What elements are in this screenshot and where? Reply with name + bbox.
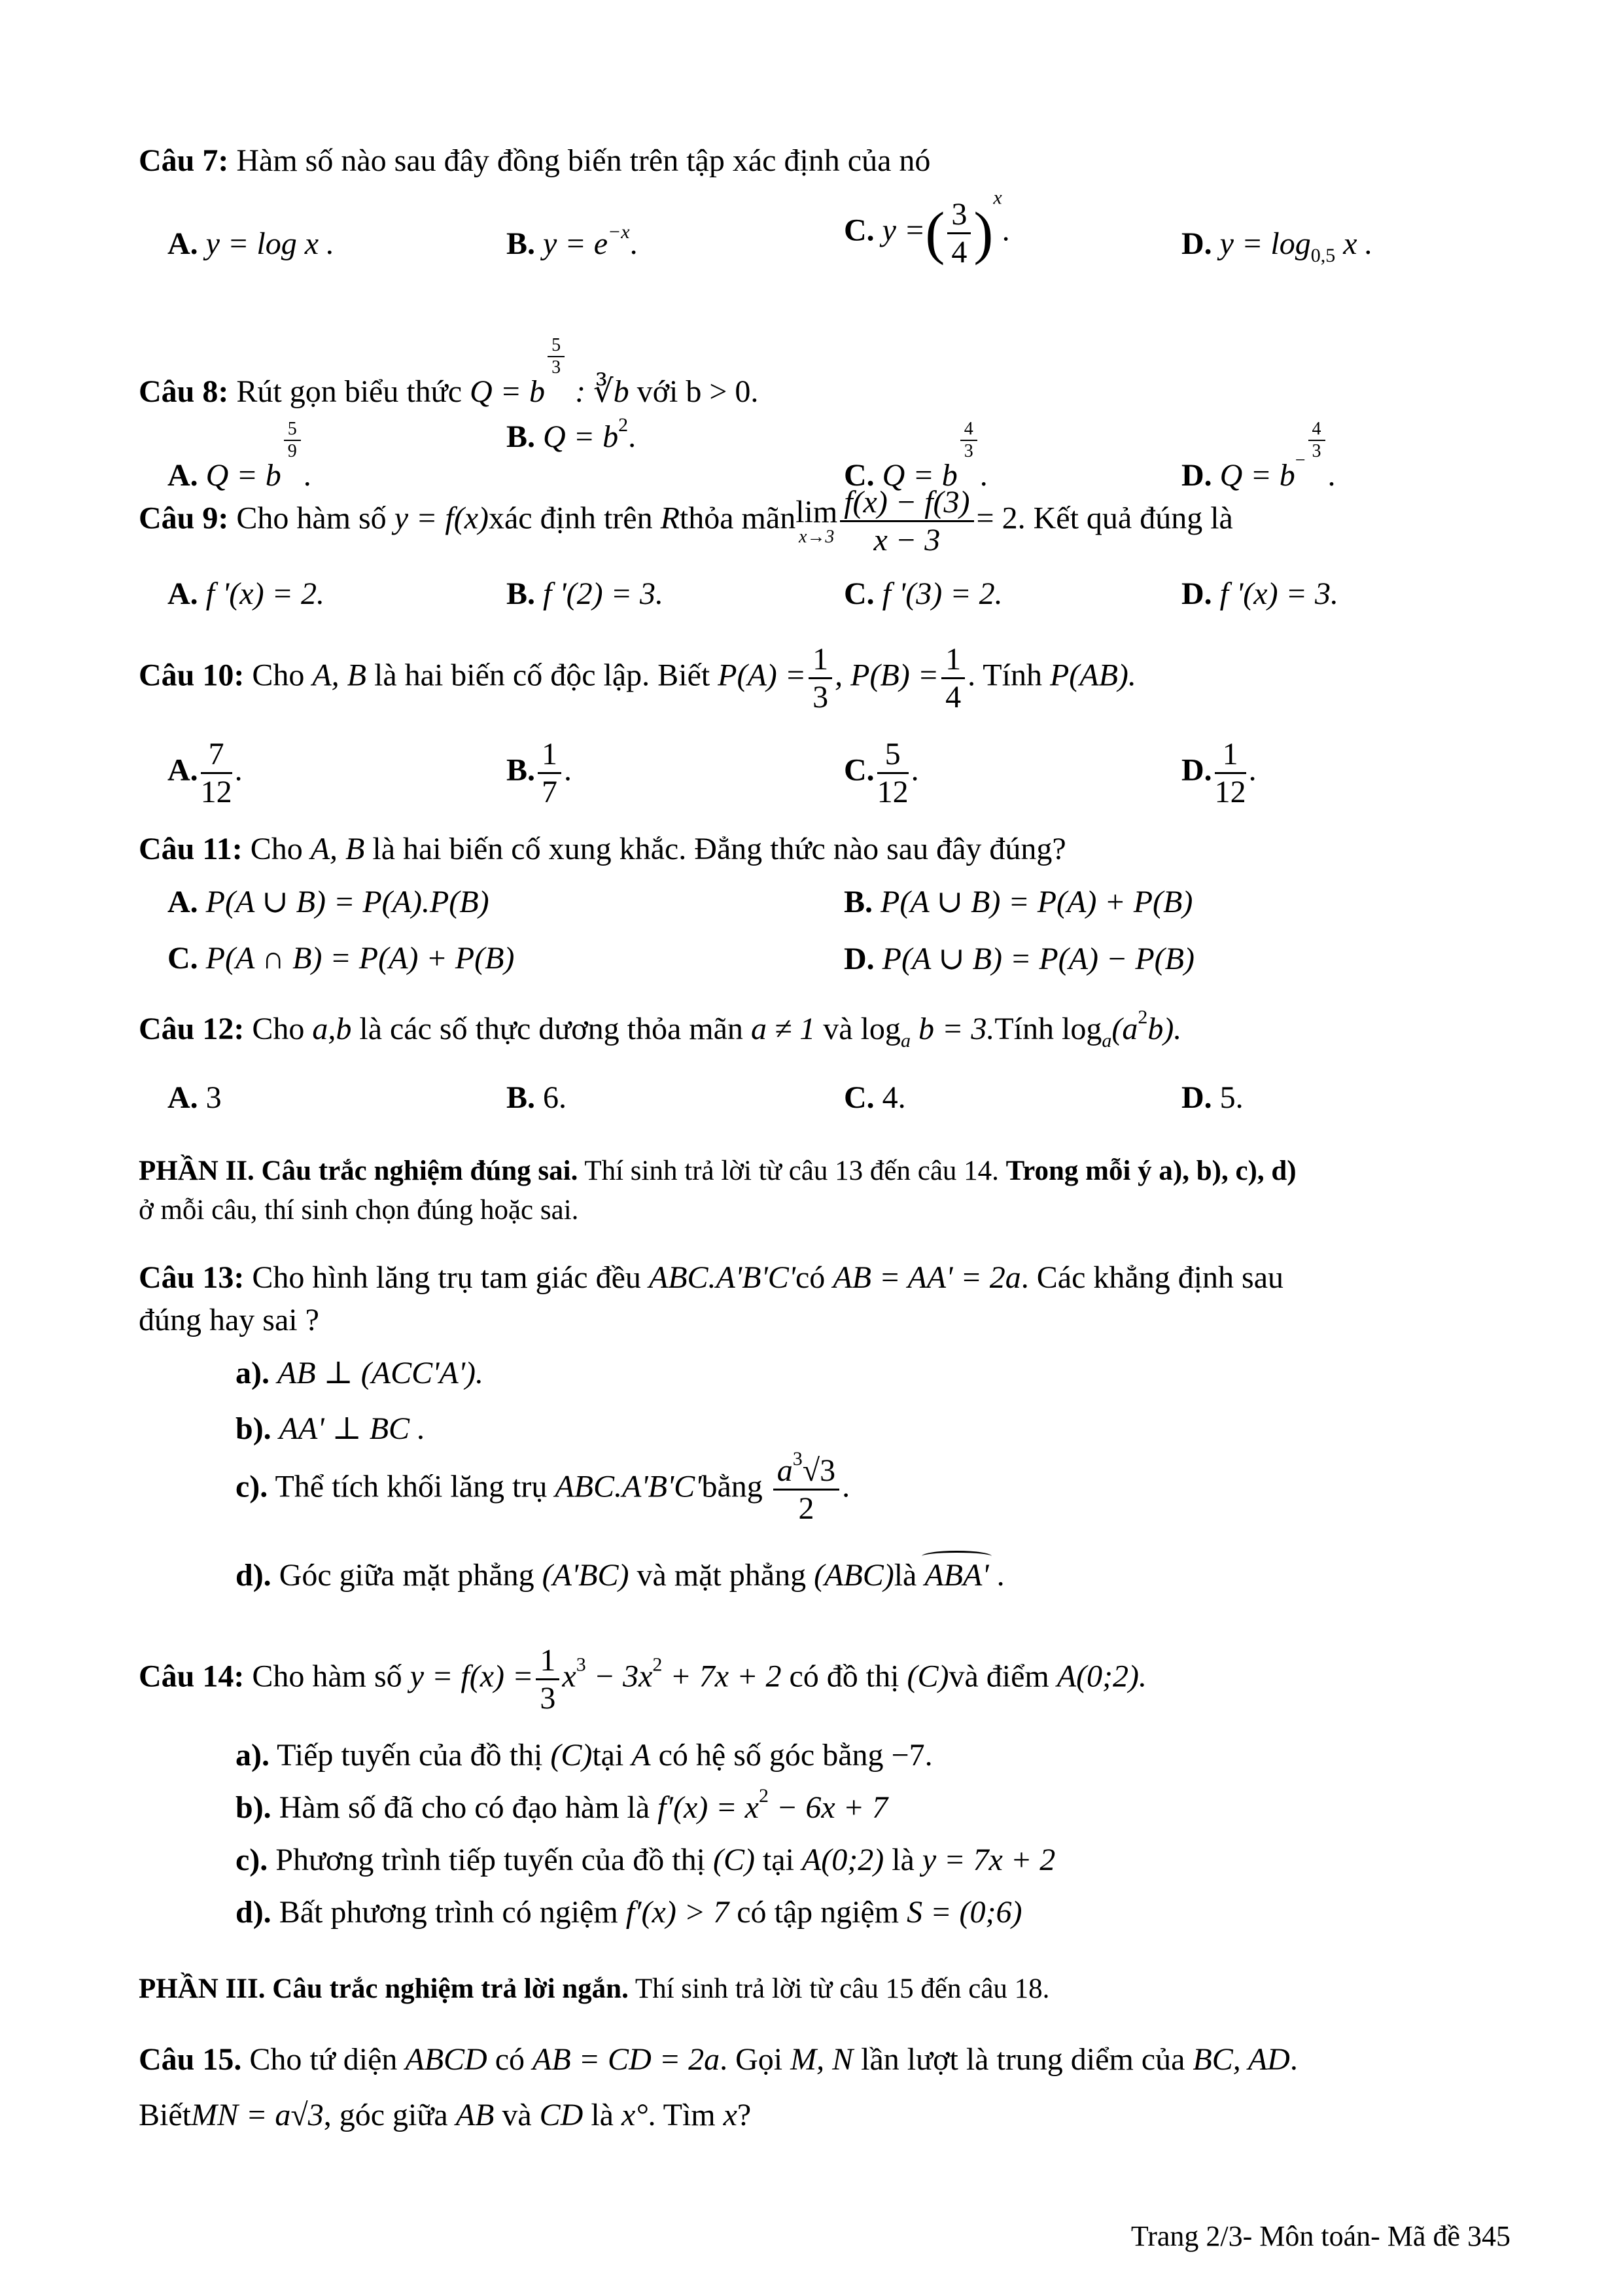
q12-option-d: D. 5. bbox=[1181, 1080, 1244, 1115]
q13-item-c: c). Thể tích khối lăng trụ ABC.A'B'C'bằng $\frac{a^3√3}{2}$ . bbox=[236, 1448, 850, 1527]
q10-option-d: D. $\frac{1}{12}$ . bbox=[1181, 737, 1257, 810]
q9-option-d: D. f '(x) = 3. bbox=[1181, 576, 1338, 611]
q11-option-a: A. P(A ∪ B) = P(A).P(B) bbox=[167, 885, 489, 919]
q11-option-d: D. P(A ∪ B) = P(A) − P(B) bbox=[844, 942, 1195, 976]
q12-option-c: C. 4. bbox=[844, 1080, 906, 1115]
q14-item-a: a). Tiếp tuyến của đồ thị (C)tại A có hệ số góc bằng −7. bbox=[236, 1738, 933, 1773]
q9-option-b: B. f '(2) = 3. bbox=[506, 576, 663, 611]
page-footer: Trang 2/3- Môn toán- Mã đề 345 bbox=[1130, 2220, 1510, 2252]
part-2-header: PHẦN II. Câu trắc nghiệm đúng sai. Thí sinh trả lời từ câu 13 đến câu 14. Trong mỗi ý a), b), c), d) ở mỗi câu, thí sinh chọn đúng hoặc sai. bbox=[139, 1156, 1297, 1226]
q12-option-a: A. 3 bbox=[167, 1080, 222, 1115]
q10-option-b: B. $\frac{1}{7}$ . bbox=[506, 737, 572, 810]
q8-option-a: A. Q = b $\frac{5}{9}$ . bbox=[167, 419, 311, 493]
question-7 bbox=[139, 143, 930, 179]
q14-item-c: c). Phương trình tiếp tuyến của đồ thị (C) tại A(0;2) là y = 7x + 2 bbox=[236, 1843, 1056, 1877]
q7-option-c: C. y =( $\frac{3}{4}$ )$^x$. bbox=[844, 186, 1010, 270]
q13-item-b: b). AA' ⊥ BC . bbox=[236, 1411, 426, 1446]
part-3-header: PHẦN III. Câu trắc nghiệm trả lời ngắn. Thí sinh trả lời từ câu 15 đến câu 18. bbox=[139, 1973, 1050, 2004]
question-8: Câu 8: Rút gọn biểu thức Q = b $\frac{5}{3}$ : ∛b với b > 0. bbox=[139, 335, 759, 410]
question-9: Câu 9: Cho hàm số y = f(x)xác định trên Rthỏa mãn lim x→3 $\frac{f(x) - f(3)}{x - 3}$ = 2. Kết quả đúng là bbox=[139, 485, 1233, 558]
q9-option-c: C. f '(3) = 2. bbox=[844, 576, 1003, 611]
q8-option-d: D. Q = b− $\frac{4}{3}$ . bbox=[1181, 419, 1336, 493]
q11-option-c: C. P(A ∩ B) = P(A) + P(B) bbox=[167, 941, 515, 976]
q7-option-a: A. y = log x . bbox=[167, 226, 335, 261]
question-10: Câu 10: Cho A, B là hai biến cố độc lập. Biết P(A) = $\frac{1}{3}$ , P(B) = $\frac{1}{4}$ . Tính P(AB). bbox=[139, 642, 1136, 715]
q13-item-a: a). AB ⊥ (ACC'A'). bbox=[236, 1356, 483, 1390]
q9-option-a: A. f '(x) = 2. bbox=[167, 576, 324, 611]
q7-option-b: B. $y = e^{-x}$. bbox=[506, 221, 638, 261]
question-13: Câu 13: Cho hình lăng trụ tam giác đều ABC.A'B'C'có AB = AA' = 2a. Các khẳng định sau bbox=[139, 1260, 1284, 1295]
angle-arc: ABA' bbox=[924, 1558, 989, 1593]
question-14: Câu 14: Cho hàm số y = f(x) = $\frac{1}{3}$ $x^3 - 3x^2 + 7x + 2$ có đồ thị (C)và điểm A(0;2). bbox=[139, 1643, 1147, 1716]
question-7-text: Hàm số nào sau đây đồng biến trên tập xác định của nó bbox=[236, 143, 931, 178]
q14-item-b: b). Hàm số đã cho có đạo hàm là $f'(x) = x^2 - 6x + 7$ bbox=[236, 1785, 888, 1825]
q12-option-b: B. 6. bbox=[506, 1080, 567, 1115]
q7-option-d: D. $y = \log_{0,5} x$ . bbox=[1181, 226, 1373, 266]
question-7-title: Câu 7: bbox=[139, 143, 229, 178]
q14-item-d: d). Bất phương trình có ngiệm f′(x) > 7 có tập ngiệm S = (0;6) bbox=[236, 1895, 1022, 1930]
question-15-line-2: BiếtMN = a√3, góc giữa AB và CD là x°. Tìm x? bbox=[139, 2098, 752, 2132]
question-13-line-2: đúng hay sai ? bbox=[139, 1303, 319, 1337]
question-15: Câu 15. Cho tứ diện ABCD có AB = CD = 2a. Gọi M, N lần lượt là trung diểm của BC, AD. bbox=[139, 2042, 1298, 2077]
question-11: Câu 11: Cho A, B là hai biến cố xung khắc. Đẳng thức nào sau đây đúng? bbox=[139, 832, 1066, 866]
question-12: Câu 12: Cho a,b là các số thực dương thỏa mãn a ≠ 1 và $\log_a b$ = 3.Tính $\log_a(a^2b)$. bbox=[139, 1006, 1182, 1051]
q8-option-c: C. Q = b $\frac{4}{3}$ . bbox=[844, 419, 988, 493]
q10-option-a: A. $\frac{7}{12}$ . bbox=[167, 737, 243, 810]
q10-option-c: C. $\frac{5}{12}$ . bbox=[844, 737, 919, 810]
q11-option-b: B. P(A ∪ B) = P(A) + P(B) bbox=[844, 885, 1193, 919]
q8-option-b: B. $Q = b^2$. bbox=[506, 414, 637, 454]
q13-item-d: d). Góc giữa mặt phẳng (A'BC) và mặt phẳng (ABC)là ABA' . bbox=[236, 1558, 1005, 1593]
